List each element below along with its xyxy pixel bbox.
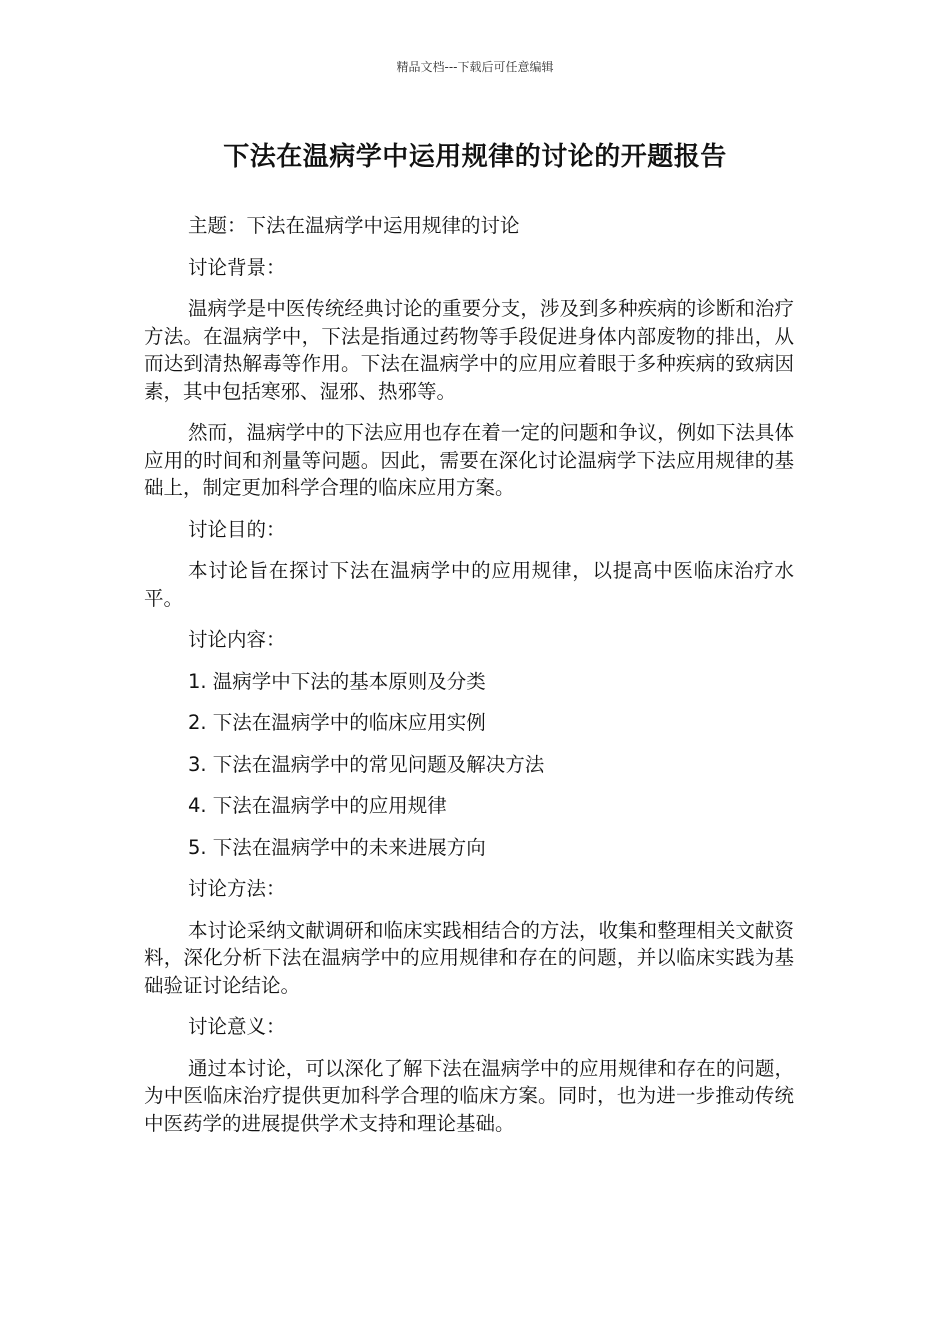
background-paragraph-1: 温病学是中医传统经典讨论的重要分支，涉及到多种疾病的诊断和治疗方法。在温病学中，下法是指通过药物等手段促进身体内部废物的排出，从而达到清热解毒等作用。下法在温病学中的应用应着眼于多种疾病的致病因素，其中包括寒邪、湿邪、热邪等。 [144,297,794,403]
document-body [144,212,794,1151]
section-heading-purpose: 讨论目的： [188,517,286,541]
header-note: 精品文档---下载后可任意编辑 [396,60,554,74]
method-paragraph: 本讨论采纳文献调研和临床实践相结合的方法，收集和整理相关文献资料，深化分析下法在温病学中的应用规律和存在的问题，并以临床实践为基础验证讨论结论。 [144,918,794,997]
significance-paragraph: 通过本讨论，可以深化了解下法在温病学中的应用规律和存在的问题，为中医临床治疗提供更加科学合理的临床方案。同时，也为进一步推动传统中医药学的进展提供学术支持和理论基础。 [144,1056,794,1135]
section-heading-content: 讨论内容： [188,628,286,651]
list-item: 4. 下法在温病学中的应用规律 [188,794,447,817]
document-title: 下法在温病学中运用规律的讨论的开题报告 [223,142,727,172]
section-heading-method: 讨论方法： [188,877,286,900]
section-heading-background: 讨论背景： [188,255,286,279]
subject-line: 主题：下法在温病学中运用规律的讨论 [188,214,520,237]
list-item: 3. 下法在温病学中的常见问题及解决方法 [188,752,545,776]
purpose-paragraph: 本讨论旨在探讨下法在温病学中的应用规律，以提高中医临床治疗水平。 [144,559,794,610]
section-heading-significance: 讨论意义： [188,1015,286,1038]
background-paragraph-2: 然而，温病学中的下法应用也存在着一定的问题和争议，例如下法具体应用的时间和剂量等问题。因此，需要在深化讨论温病学下法应用规律的基础上，制定更加科学合理的临床应用方案。 [144,421,794,499]
list-item: 2. 下法在温病学中的临床应用实例 [188,711,486,734]
list-item: 5. 下法在温病学中的未来进展方向 [188,835,486,859]
list-item: 1. 温病学中下法的基本原则及分类 [188,669,486,693]
